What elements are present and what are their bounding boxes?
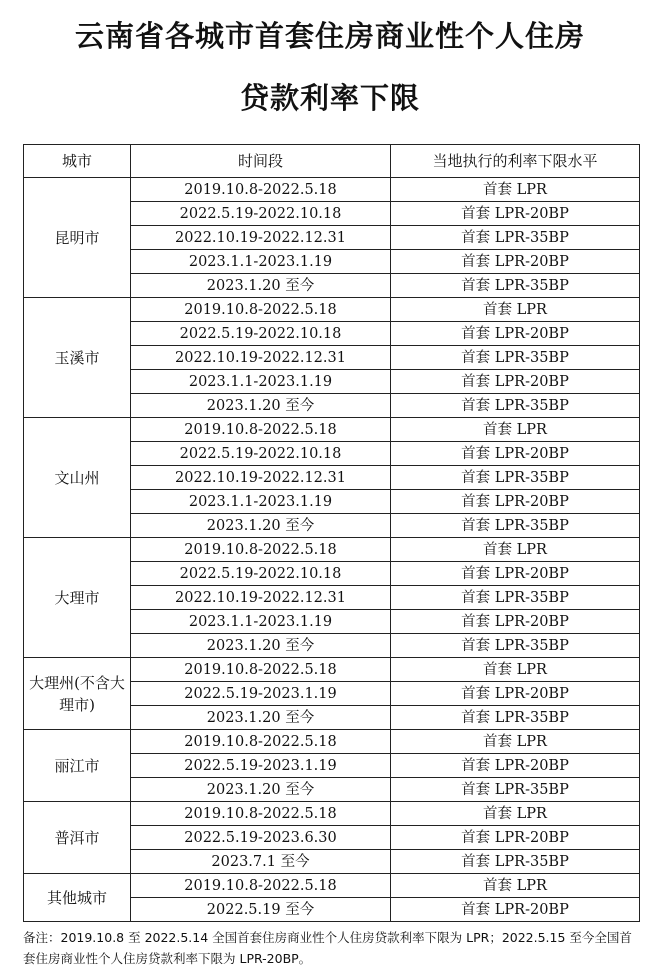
rate-cell: 首套 LPR-35BP <box>391 466 640 490</box>
period-cell: 2023.1.1-2023.1.19 <box>131 250 391 274</box>
city-cell: 大理州(不含大理市) <box>24 658 131 730</box>
period-cell: 2022.5.19 至今 <box>131 898 391 922</box>
period-cell: 2023.1.20 至今 <box>131 514 391 538</box>
rate-cell: 首套 LPR-20BP <box>391 898 640 922</box>
city-cell: 大理市 <box>24 538 131 658</box>
table-row <box>24 298 640 322</box>
table-header-row <box>24 145 640 178</box>
rate-cell: 首套 LPR-20BP <box>391 682 640 706</box>
table-row <box>24 730 640 754</box>
rate-cell: 首套 LPR-20BP <box>391 322 640 346</box>
rate-cell: 首套 LPR-20BP <box>391 490 640 514</box>
table-row <box>24 538 640 562</box>
period-cell: 2023.1.1-2023.1.19 <box>131 490 391 514</box>
table-row <box>24 418 640 442</box>
rate-cell: 首套 LPR-35BP <box>391 778 640 802</box>
rate-cell: 首套 LPR-20BP <box>391 562 640 586</box>
period-cell: 2023.1.20 至今 <box>131 778 391 802</box>
rate-cell: 首套 LPR <box>391 874 640 898</box>
city-cell: 丽江市 <box>24 730 131 802</box>
rate-cell: 首套 LPR-20BP <box>391 202 640 226</box>
period-cell: 2019.10.8-2022.5.18 <box>131 730 391 754</box>
period-cell: 2022.10.19-2022.12.31 <box>131 466 391 490</box>
period-cell: 2022.10.19-2022.12.31 <box>131 586 391 610</box>
period-cell: 2019.10.8-2022.5.18 <box>131 418 391 442</box>
period-cell: 2022.10.19-2022.12.31 <box>131 226 391 250</box>
period-cell: 2022.5.19-2023.6.30 <box>131 826 391 850</box>
rate-cell: 首套 LPR-20BP <box>391 370 640 394</box>
rate-table <box>23 144 640 922</box>
rate-cell: 首套 LPR-35BP <box>391 634 640 658</box>
period-cell: 2022.5.19-2022.10.18 <box>131 322 391 346</box>
period-cell: 2019.10.8-2022.5.18 <box>131 802 391 826</box>
city-cell: 昆明市 <box>24 178 131 298</box>
table-row <box>24 874 640 898</box>
rate-cell: 首套 LPR-20BP <box>391 250 640 274</box>
header-rate-floor: 当地执行的利率下限水平 <box>391 145 640 178</box>
period-cell: 2019.10.8-2022.5.18 <box>131 298 391 322</box>
rate-cell: 首套 LPR <box>391 178 640 202</box>
period-cell: 2019.10.8-2022.5.18 <box>131 538 391 562</box>
period-cell: 2023.1.20 至今 <box>131 274 391 298</box>
document-title-line1: 云南省各城市首套住房商业性个人住房 <box>74 19 585 53</box>
city-cell: 其他城市 <box>24 874 131 922</box>
rate-cell: 首套 LPR-35BP <box>391 586 640 610</box>
rate-cell: 首套 LPR-35BP <box>391 850 640 874</box>
period-cell: 2023.1.20 至今 <box>131 706 391 730</box>
period-cell: 2023.1.20 至今 <box>131 394 391 418</box>
period-cell: 2023.1.1-2023.1.19 <box>131 370 391 394</box>
rate-cell: 首套 LPR-35BP <box>391 226 640 250</box>
period-cell: 2023.1.20 至今 <box>131 634 391 658</box>
footnote: 备注：2019.10.8 至 2022.5.14 全国首套住房商业性个人住房贷款利率下限为 LPR；2022.5.15 至今全国首套住房商业性个人住房贷款利率下限为 LPR-20BP。 <box>23 930 632 966</box>
city-cell: 玉溪市 <box>24 298 131 418</box>
header-period: 时间段 <box>131 145 391 178</box>
period-cell: 2023.1.1-2023.1.19 <box>131 610 391 634</box>
period-cell: 2022.5.19-2023.1.19 <box>131 682 391 706</box>
rate-cell: 首套 LPR-35BP <box>391 514 640 538</box>
rate-cell: 首套 LPR-20BP <box>391 442 640 466</box>
table-row <box>24 658 640 682</box>
period-cell: 2022.5.19-2022.10.18 <box>131 442 391 466</box>
header-city: 城市 <box>24 145 131 178</box>
rate-cell: 首套 LPR <box>391 298 640 322</box>
period-cell: 2019.10.8-2022.5.18 <box>131 658 391 682</box>
period-cell: 2019.10.8-2022.5.18 <box>131 874 391 898</box>
period-cell: 2019.10.8-2022.5.18 <box>131 178 391 202</box>
period-cell: 2022.5.19-2022.10.18 <box>131 562 391 586</box>
period-cell: 2023.7.1 至今 <box>131 850 391 874</box>
rate-cell: 首套 LPR-35BP <box>391 394 640 418</box>
rate-cell: 首套 LPR <box>391 658 640 682</box>
rate-cell: 首套 LPR <box>391 730 640 754</box>
rate-cell: 首套 LPR <box>391 538 640 562</box>
rate-cell: 首套 LPR-20BP <box>391 826 640 850</box>
table-row <box>24 802 640 826</box>
city-cell: 普洱市 <box>24 802 131 874</box>
table-row <box>24 178 640 202</box>
city-cell: 文山州 <box>24 418 131 538</box>
rate-cell: 首套 LPR-35BP <box>391 274 640 298</box>
rate-cell: 首套 LPR-35BP <box>391 706 640 730</box>
period-cell: 2022.10.19-2022.12.31 <box>131 346 391 370</box>
rate-cell: 首套 LPR-35BP <box>391 346 640 370</box>
rate-cell: 首套 LPR <box>391 802 640 826</box>
period-cell: 2022.5.19-2023.1.19 <box>131 754 391 778</box>
document-title-line2: 贷款利率下限 <box>239 81 420 115</box>
rate-cell: 首套 LPR-20BP <box>391 610 640 634</box>
period-cell: 2022.5.19-2022.10.18 <box>131 202 391 226</box>
rate-cell: 首套 LPR-20BP <box>391 754 640 778</box>
rate-cell: 首套 LPR <box>391 418 640 442</box>
